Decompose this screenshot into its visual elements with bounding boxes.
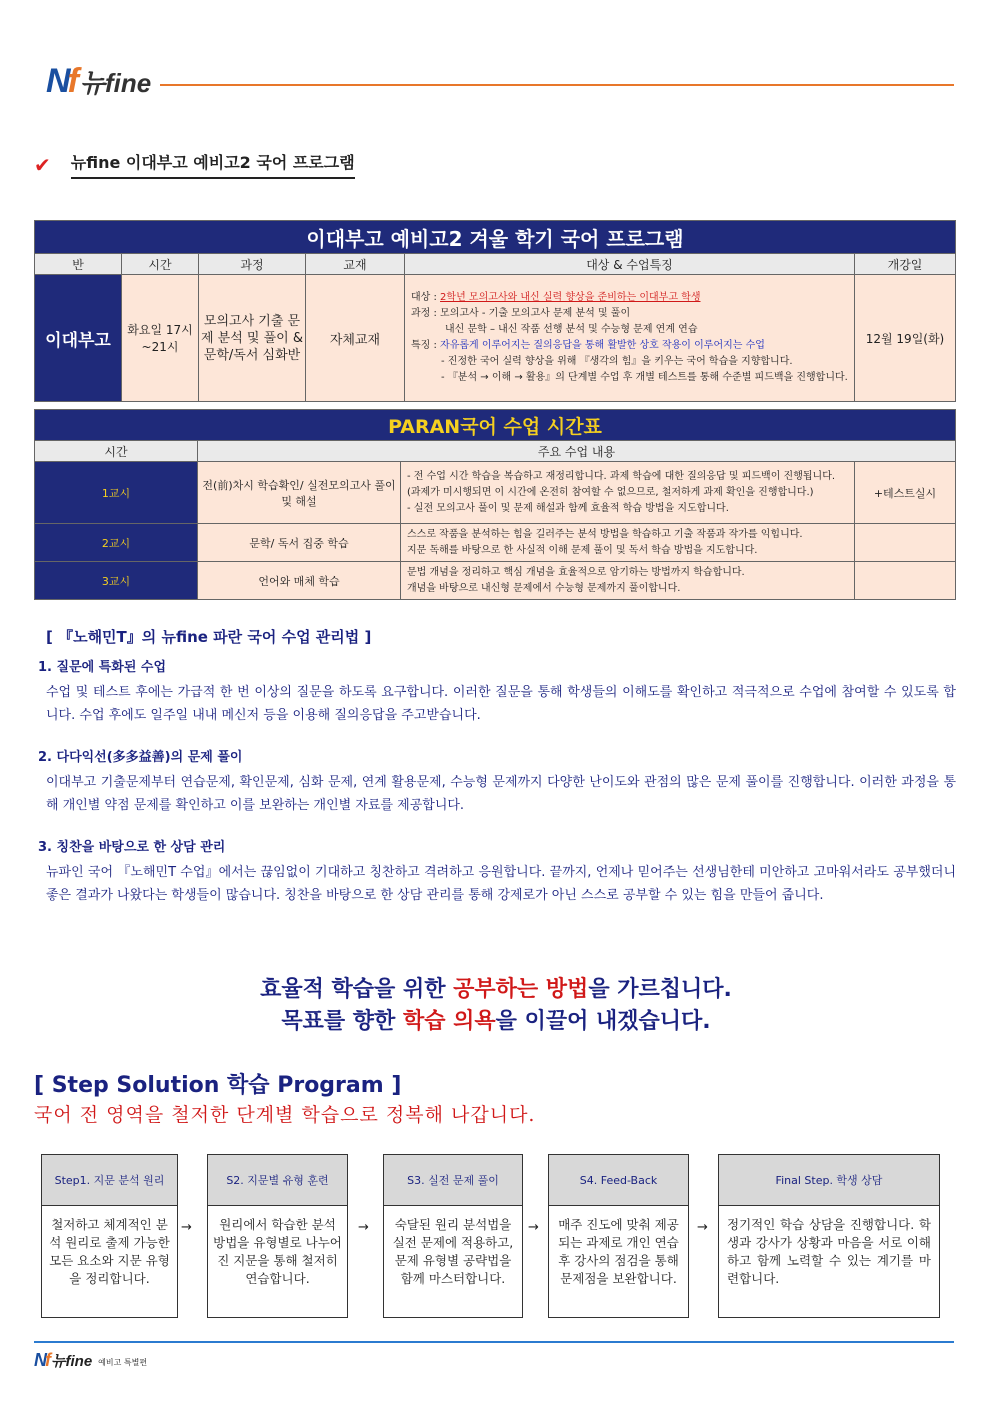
col-class: 반	[35, 254, 122, 275]
tt-detail-2a: 스스로 작품을 분석하는 힘을 길러주는 분석 방법을 학습하고 기출 작품과 작가를 익힙니다.	[407, 528, 803, 540]
class-course: 모의고사 기출 문제 분석 및 풀이 & 문학/독서 심화반	[199, 275, 306, 402]
step-head-5: Final Step. 학생 상담	[719, 1155, 939, 1206]
tt-detail-3b: 개념을 바탕으로 내신형 문제에서 수능형 문제까지 풀이합니다.	[407, 582, 681, 594]
program-table	[34, 220, 956, 402]
slogan-1c: 을 가르칩니다.	[588, 977, 732, 1002]
logo-brand: 뉴fine	[79, 68, 152, 98]
step-box-5	[718, 1154, 940, 1318]
management-body-2: 이대부고 기출문제부터 연습문제, 확인문제, 심화 문제, 연계 활용문제, 수능형 문제까지 다양한 난이도와 관점의 많은 문제 풀이를 진행합니다. 이러한 과정을 통해 개인별 약점 문제를 확인하고 이를 보완하는 개인별 자료를 제공합니다.	[46, 775, 956, 813]
footer-tagline: 예비고 특별편	[98, 1358, 148, 1367]
slogan-1b: 공부하는 방법	[453, 977, 589, 1002]
step-head-4: S4. Feed-Back	[549, 1155, 688, 1206]
checkmark-icon: ✔	[34, 152, 51, 177]
tt-topic-1: 전(前)차시 학습확인/ 실전모의고사 풀이 및 해설	[198, 462, 401, 524]
timetable	[34, 409, 956, 600]
step-body-4: 매주 진도에 맞춰 제공되는 과제로 개인 연습 후 강사의 점검을 통해 문제점을 보완합니다.	[558, 1217, 679, 1286]
management-title: [ 『노해민T』의 뉴fine 파란 국어 수업 관리법 ]	[46, 628, 372, 646]
slogan-1a: 효율적 학습을 위한	[260, 977, 454, 1002]
col-time: 시간	[122, 254, 199, 275]
tt-detail-1c: - 실전 모의고사 풀이 및 문제 해설과 함께 효율적 학습 방법을 지도합니다.	[407, 502, 729, 514]
step-body-5: 정기적인 학습 상담을 진행합니다. 학생과 강사가 상황과 마음을 서로 이해하고 함께 노력할 수 있는 계기를 마련합니다.	[727, 1217, 931, 1286]
management-heading-3: 3. 칭찬을 바탕으로 한 상담 관리	[38, 840, 226, 855]
tt-topic-3: 언어와 매체 학습	[198, 562, 401, 600]
step-head-1: Step1. 지문 분석 원리	[42, 1155, 177, 1206]
management-item-3	[38, 836, 956, 907]
tt-period-2: 2교시	[35, 524, 198, 562]
step-body-3: 숙달된 원리 분석법을 실전 문제에 적용하고, 문제 유형별 공략법을 함께 마스터합니다.	[392, 1217, 514, 1286]
class-time: 화요일 17시~21시	[122, 275, 199, 402]
step-box-4	[548, 1154, 689, 1318]
step-box-1	[41, 1154, 178, 1318]
step-body-2: 원리에서 학습한 분석 방법을 유형별로 나누어진 지문을 통해 철저히 연습합니다.	[213, 1217, 342, 1286]
tt-col-content: 주요 수업 내용	[198, 441, 956, 462]
col-textbook: 교재	[306, 254, 405, 275]
tt-detail-2b: 지문 독해를 바탕으로 한 사실적 이해 문제 풀이 및 독서 학습 방법을 지도합니다.	[407, 544, 758, 556]
tt-detail-3	[401, 562, 855, 600]
col-start: 개강일	[855, 254, 956, 275]
footer-rule	[34, 1341, 954, 1343]
process-text-1: 모의고사 - 기출 모의고사 문제 분석 및 풀이	[440, 308, 631, 319]
brand-logo	[46, 58, 151, 98]
tt-extra-3	[855, 562, 956, 600]
step-head-2: S2. 지문별 유형 훈련	[208, 1155, 347, 1206]
feature-point-1: - 진정한 국어 실력 향상을 위해 『생각의 힘』을 키우는 국어 학습을 지향합니다.	[441, 356, 793, 367]
management-heading-2: 2. 다다익선(多多益善)의 문제 풀이	[38, 750, 243, 765]
arrow-icon: →	[181, 1220, 192, 1235]
tt-detail-3a: 문법 개념을 정리하고 핵심 개념을 효율적으로 암기하는 방법까지 학습합니다.	[407, 566, 745, 578]
tt-period-1: 1교시	[35, 462, 198, 524]
class-start-date: 12월 19일(화)	[855, 275, 956, 402]
tt-extra-1: +테스트실시	[855, 462, 956, 524]
footer-logo	[34, 1350, 147, 1371]
col-target: 대상 & 수업특징	[405, 254, 855, 275]
management-item-2	[38, 746, 956, 817]
tt-detail-1a: - 전 수업 시간 학습을 복습하고 재정리합니다. 과제 학습에 대한 질의응답 및 피드백이 진행됩니다.	[407, 470, 836, 482]
header-rule	[160, 84, 954, 86]
step-title: [ Step Solution 학습 Program ]	[34, 1073, 402, 1098]
feature-text: 자유롭게 이루어지는 질의응답을 통해 활발한 상호 작용이 이루어지는 수업	[440, 340, 765, 351]
class-description	[405, 275, 855, 402]
management-body-1: 수업 및 테스트 후에는 가급적 한 번 이상의 질문을 하도록 요구합니다. 이러한 질문을 통해 학생들의 이해도를 확인하고 적극적으로 수업에 참여할 수 있도록 합니다. 수업 후에도 일주일 내내 메신저 등을 이용해 질의응답을 주고받습니다.	[46, 685, 956, 723]
arrow-icon: →	[358, 1220, 369, 1235]
management-body-3: 뉴파인 국어 『노해민T 수업』에서는 끊임없이 기대하고 칭찬하고 격려하고 응원합니다. 끝까지, 언제나 믿어주는 선생님한테 미안하고 고마워서라도 공부했더니 좋은 결과가 나왔다는 학생들이 많습니다. 칭찬을 바탕으로 한 상담 관리를 통해 강제로가 아닌 스스로 공부할 수 있는 힘을 만들어 줍니다.	[46, 865, 956, 903]
section-title	[34, 150, 355, 179]
process-text-2: 내신 문학 – 내신 작품 선행 분석 및 수능형 문제 연계 연습	[445, 324, 698, 335]
class-name: 이대부고	[35, 275, 122, 402]
target-label: 대상 :	[411, 292, 441, 303]
slogan-line-1	[0, 974, 992, 1006]
arrow-icon: →	[697, 1220, 708, 1235]
slogan-2c: 을 이끌어 내겠습니다.	[495, 1009, 711, 1034]
section-title-text: 뉴fine 이대부고 예비고2 국어 프로그램	[71, 150, 355, 179]
slogan-2b: 학습 의욕	[402, 1009, 496, 1034]
process-label: 과정 :	[411, 308, 441, 319]
footer-logo-brand: 뉴fine	[51, 1353, 93, 1370]
tt-detail-1b: (과제가 미시행되면 이 시간에 온전히 참여할 수 없으므로, 철저하게 과제 확인을 진행합니다.)	[407, 486, 814, 498]
class-textbook: 자체교재	[306, 275, 405, 402]
feature-label: 특징 :	[411, 340, 441, 351]
target-text: 2학년 모의고사와 내신 실력 향상을 준비하는 이대부고 학생	[440, 292, 701, 303]
logo-mark: Nf	[46, 62, 76, 100]
tt-col-time: 시간	[35, 441, 198, 462]
timetable-title: PARAN국어 수업 시간표	[35, 410, 956, 441]
slogan-2a: 목표를 향한	[281, 1009, 403, 1034]
tt-period-3: 3교시	[35, 562, 198, 600]
feature-point-2: - 『분석 → 이해 → 활용』의 단계별 수업 후 개별 테스트를 통해 수준별 피드백을 진행합니다.	[441, 372, 848, 383]
step-body-1: 철저하고 체계적인 분석 원리로 출제 가능한 모든 요소와 지문 유형을 정리합니다.	[49, 1217, 170, 1286]
step-head-3: S3. 실전 문제 풀이	[384, 1155, 522, 1206]
tt-detail-2	[401, 524, 855, 562]
slogan-line-2	[0, 1006, 992, 1038]
arrow-icon: →	[528, 1220, 539, 1235]
step-box-2	[207, 1154, 348, 1318]
tt-detail-1	[401, 462, 855, 524]
step-subtitle: 국어 전 영역을 철저한 단계별 학습으로 정복해 나갑니다.	[34, 1104, 536, 1126]
step-box-3	[383, 1154, 523, 1318]
footer-logo-mark: Nf	[34, 1350, 49, 1370]
tt-topic-2: 문학/ 독서 집중 학습	[198, 524, 401, 562]
col-course: 과정	[199, 254, 306, 275]
program-table-title: 이대부고 예비고2 겨울 학기 국어 프로그램	[35, 221, 956, 254]
management-heading-1: 1. 질문에 특화된 수업	[38, 660, 167, 675]
tt-extra-2	[855, 524, 956, 562]
management-item-1	[38, 656, 956, 727]
